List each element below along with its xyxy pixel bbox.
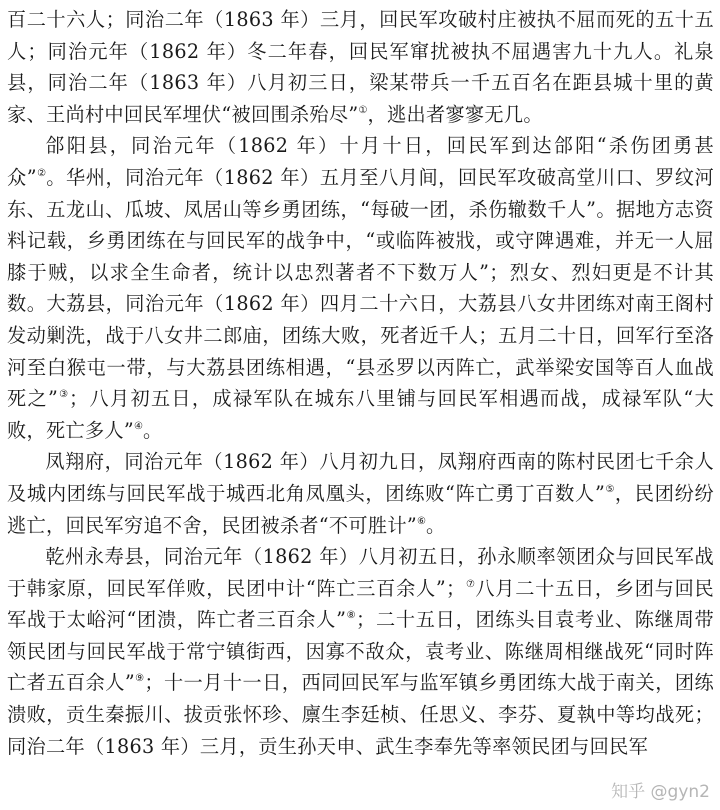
paragraph — [7, 4, 714, 130]
paragraph — [7, 446, 714, 541]
paragraph — [7, 130, 714, 446]
footnote-marker: ⑦ — [465, 578, 476, 590]
text-run: ，民团纷纷逃亡，回民军穷追不舍，民团被杀者“不可胜计” — [7, 481, 715, 537]
text-run: 百二十六人；同治二年（1863 年）三月，回民军攻破村庄被执不屈而死的五十五人；同治元年（1862 年）冬二年春，回民军窜扰被执不屈遇害九十九人。礼泉县，同治二年（1863 年）八月初三日，梁某带兵一千五百名在距县城十里的黄家、王尚村中回民军埋伏“被回围杀殆尽” — [7, 8, 714, 126]
text-run: 乾州永寿县，同治元年（1862 年）八月初五日，孙永顺率领团众与回民军战于韩家原，回民军佯败，民团中计“阵亡三百余人”； — [7, 545, 714, 600]
footnote-marker: ⑥ — [416, 515, 426, 527]
text-run: ；八月初五日，成禄军队在城东八里铺与回民军相遇而战，成禄军队“大败，死亡多人” — [7, 387, 714, 442]
text-run: 。华州，同治元年（1862 年）五月至八月间，回民军攻破高堂川口、罗纹河东、五龙山、瓜坡、凤居山等乡勇团练，“每破一团，杀伤辙数千人”。据地方志资料记载，乡勇团练在与回民军的战争中，“或临阵被戕，或守陴遇难，并无一人屈膝于贼，以求全生命者，统计以忠烈著者不下数万人”；烈女、烈妇更是不计其数。大荔县，同治元年（1862 年）四月二十六日，大荔县八女井团练对南王阁村发动剿洗，战于八女井二郎庙，团练大败，死者近千人；五月二十日，回军行至洛河至白猴屯一带，与大荔县团练相遇，“县丞罗以丙阵亡，武举梁安国等百人血战死之” — [7, 165, 715, 411]
text-run: ；二十五日，团练头目袁考业、陈继周带领民团与回民军战于常宁镇街西，因寡不敌众，袁考业、陈继周相继战死“同时阵亡者五百余人” — [7, 608, 714, 695]
watermark: 知乎 @gyn2 — [611, 782, 710, 802]
text-run: 凤翔府，同治元年（1862 年）八月初九日，凤翔府西南的陈村民团七千余人及城内团练与回民军战于城西北角凤凰头，团练败“阵亡勇丁百数人” — [7, 450, 714, 505]
footnote-marker: ⑤ — [605, 483, 615, 495]
text-run: 。 — [425, 513, 446, 537]
footnote-marker: ③ — [58, 389, 70, 401]
footnote-marker: ④ — [134, 420, 144, 432]
footnote-marker: ⑨ — [135, 673, 145, 685]
text-run: ；十一月十一日，西同回民军与监军镇乡勇团练大战于南关，团练溃败，贡生秦振川、拔贡张怀珍、廪生李廷桢、任思义、李芬、夏執中等均战死；同治二年（1863 年）三月，贡生孙天申、武生李奉先等率领民团与回民军 — [7, 671, 714, 758]
text-run: 八月二十五日，乡团与回民军战于太峪河“团溃，阵亡者三百余人” — [7, 576, 714, 632]
footnote-marker: ⑧ — [346, 610, 357, 622]
text-run: ，逃出者寥寥无几。 — [367, 102, 543, 126]
footnote-marker: ② — [36, 167, 47, 179]
text-run: 。 — [143, 418, 163, 442]
text-run: 郃阳县，同治元年（1862 年）十月十日，回民军到达郃阳“杀伤团勇甚众” — [7, 134, 714, 189]
footnote-marker: ① — [358, 104, 368, 116]
paragraph — [7, 541, 714, 762]
